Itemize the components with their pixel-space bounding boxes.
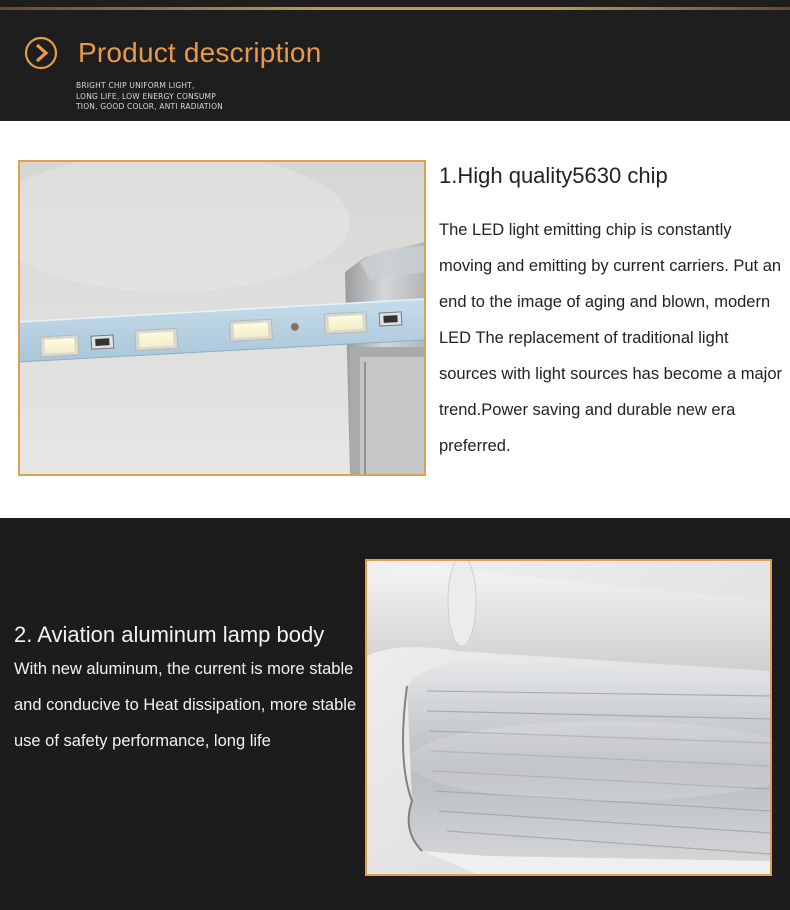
aluminum-feature-description: With new aluminum, the current is more stable and conducive to Heat dissipation, more stable use of safety performance, long life (14, 660, 357, 750)
feature-section-chip (0, 121, 790, 518)
header-subtitle-line: BRIGHT CHIP UNIFORM LIGHT, (76, 81, 195, 90)
header-subtitle-line: LONG LIFE, LOW ENERGY CONSUMP (76, 91, 216, 101)
header-subtitle (76, 81, 276, 113)
led-strip-photo (18, 160, 426, 476)
page-title: Product description (78, 37, 322, 68)
aluminum-feature-title: 2. Aviation aluminum lamp body (14, 622, 325, 647)
chip-feature-description: The LED light emitting chip is constantly moving and emitting by current carriers. Put an end to the image of aging and blown, modern LED The replacement of traditional light sources with light sources has become a major trend.Power saving and durable new era preferred. (439, 221, 782, 455)
aluminum-profile-photo (365, 559, 772, 876)
chevron-right-circle-icon (24, 36, 58, 70)
header-accent-line (0, 7, 790, 10)
chip-feature-title: 1.High quality5630 chip (439, 163, 668, 188)
header-subtitle-line: TION, GOOD COLOR, ANTI RADIATION (76, 102, 223, 111)
feature-section-aluminum (0, 518, 790, 910)
header-banner (0, 0, 790, 121)
